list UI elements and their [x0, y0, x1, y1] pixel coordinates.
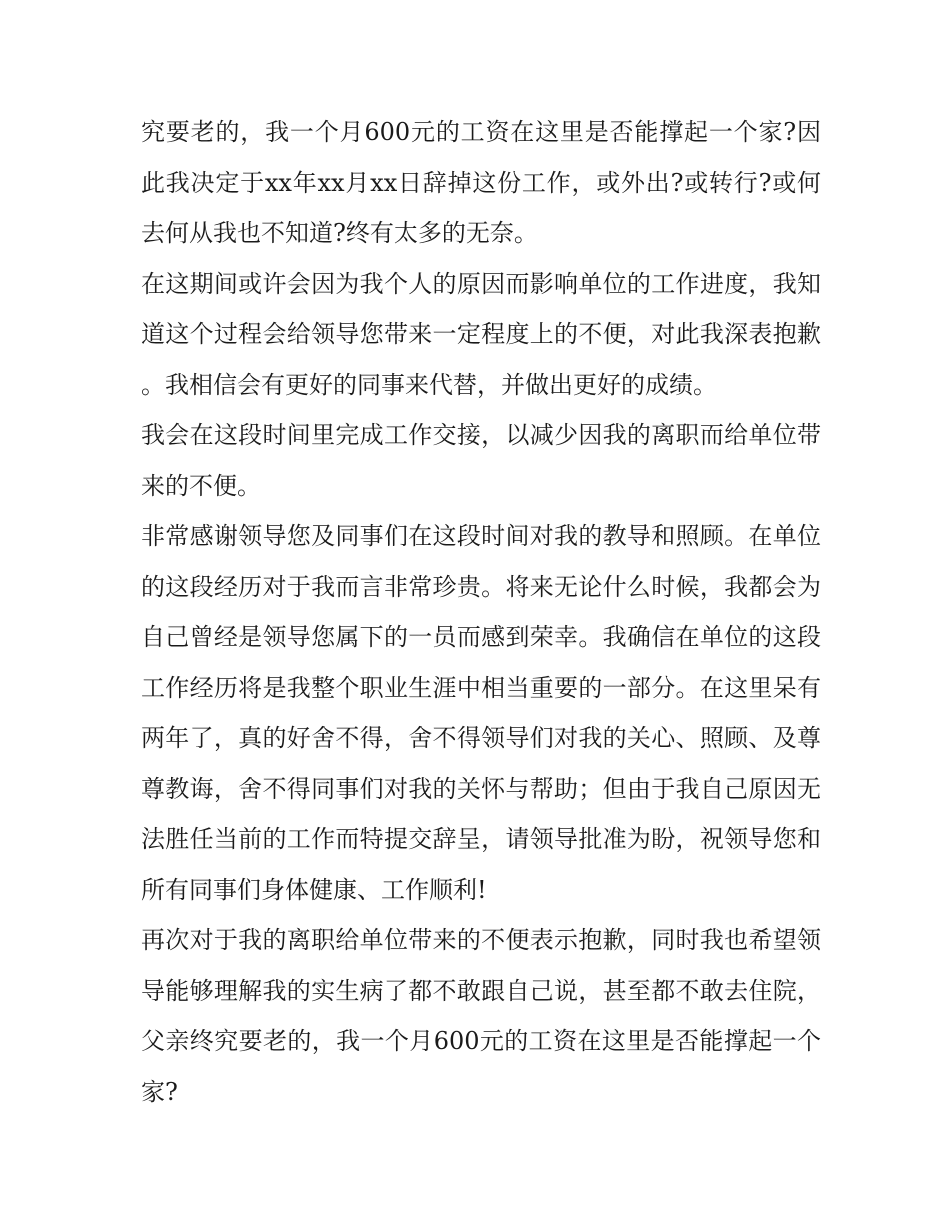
- paragraph-5: 再次对于我的离职给单位带来的不便表示抱歉，同时我也希望领导能够理解我的实生病了都不敢跟自己说，甚至都不敢去住院，父亲终究要老的，我一个月600元的工资在这里是否能撑起一个家?: [141, 926, 821, 1106]
- document-body: [141, 107, 821, 1117]
- paragraph-4: 非常感谢领导您及同事们在这段时间对我的教导和照顾。在单位的这段经历对于我而言非常珍贵。将来无论什么时候，我都会为自己曾经是领导您属下的一员而感到荣幸。我确信在单位的这段工作经历将是我整个职业生涯中相当重要的一部分。在这里呆有两年了，真的好舍不得，舍不得领导们对我的关心、照顾、及尊尊教诲，舍不得同事们对我的关怀与帮助；但由于我自己原因无法胜任当前的工作而特提交辞呈，请领导批准为盼，祝领导您和所有同事们身体健康、工作顺利!: [141, 522, 821, 904]
- paragraph-3: 我会在这段时间里完成工作交接，以减少因我的离职而给单位带来的不便。: [141, 421, 821, 500]
- paragraph-2: 在这期间或许会因为我个人的原因而影响单位的工作进度，我知道这个过程会给领导您带来一定程度上的不便，对此我深表抱歉。我相信会有更好的同事来代替，并做出更好的成绩。: [141, 269, 821, 399]
- paragraph-1: 究要老的，我一个月600元的工资在这里是否能撑起一个家?因此我决定于xx年xx月xx日辞掉这份工作，或外出?或转行?或何去何从我也不知道?终有太多的无奈。: [141, 118, 821, 247]
